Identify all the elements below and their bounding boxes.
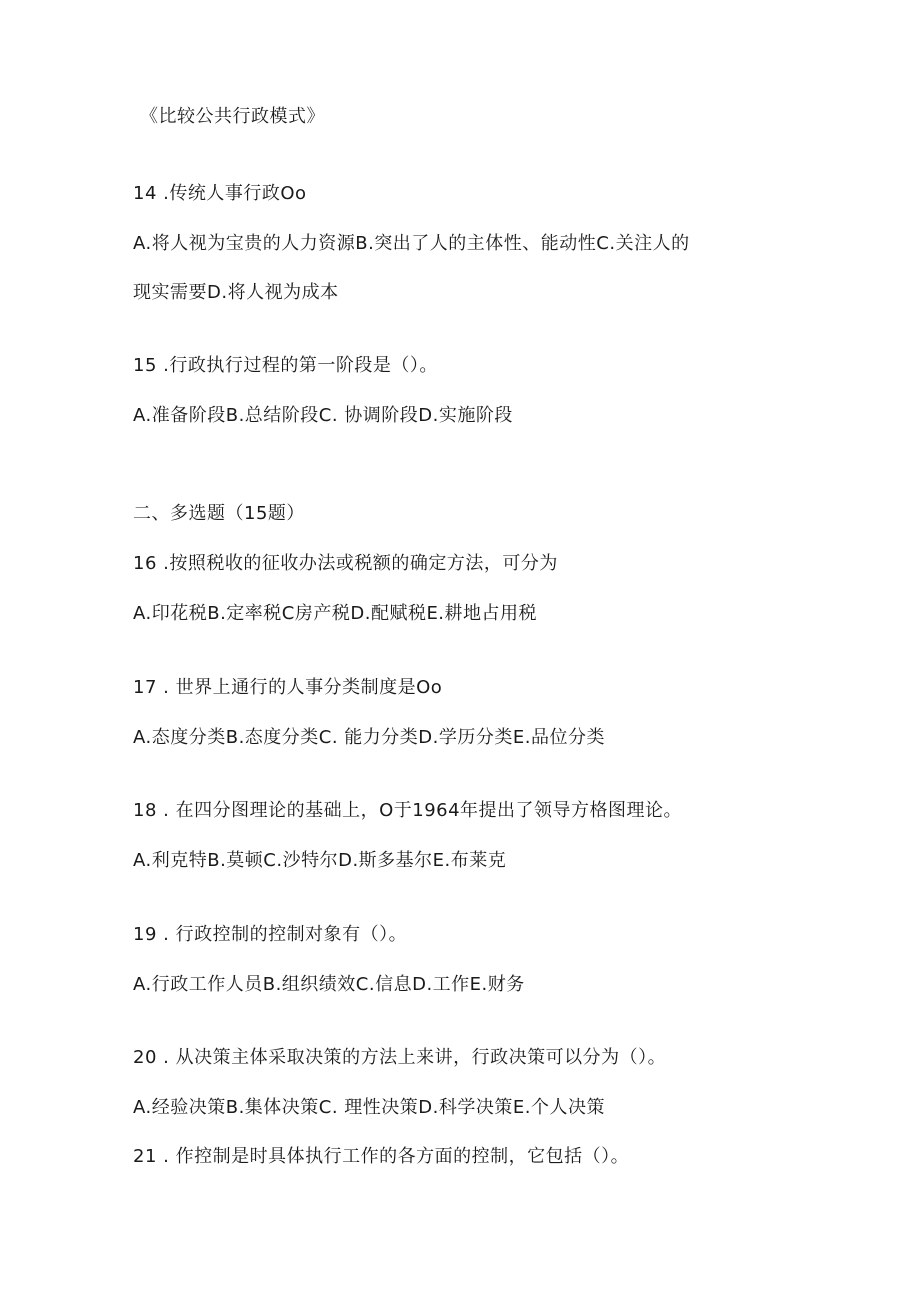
question-19-options: A.行政工作人员B.组织绩效C.信息D.工作E.财务 — [133, 974, 525, 995]
question-20: 20 . 从决策主体采取决策的方法上来讲，行政决策可以分为（）。 — [133, 1047, 667, 1068]
question-14-options-line2: 现实需要D.将人视为成本 — [133, 282, 339, 303]
source-title: 《比较公共行政模式》 — [140, 106, 325, 127]
question-15: 15 .行政执行过程的第一阶段是（）。 — [133, 355, 438, 376]
question-21: 21 . 作控制是时具体执行工作的各方面的控制，它包括（）。 — [133, 1146, 630, 1167]
question-18: 18 . 在四分图理论的基础上，O于1964年提出了领导方格图理论。 — [133, 800, 683, 821]
section-heading: 二、多选题（15题） — [133, 503, 305, 524]
question-17: 17 . 世界上通行的人事分类制度是Oo — [133, 677, 443, 698]
question-14: 14 .传统人事行政Oo — [133, 183, 307, 204]
question-14-options-line1: A.将人视为宝贵的人力资源B.突出了人的主体性、能动性C.关注人的 — [133, 233, 690, 254]
question-16-options: A.印花税B.定率税C房产税D.配赋税E.耕地占用税 — [133, 603, 538, 624]
question-15-options: A.准备阶段B.总结阶段C. 协调阶段D.实施阶段 — [133, 405, 513, 426]
question-18-options: A.利克特B.莫顿C.沙特尔D.斯多基尔E.布莱克 — [133, 850, 507, 871]
question-19: 19 . 行政控制的控制对象有（）。 — [133, 924, 408, 945]
question-20-options: A.经验决策B.集体决策C. 理性决策D.科学决策E.个人决策 — [133, 1097, 605, 1118]
question-16: 16 .按照税收的征收办法或税额的确定方法，可分为 — [133, 553, 558, 574]
question-17-options: A.态度分类B.态度分类C. 能力分类D.学历分类E.品位分类 — [133, 727, 605, 748]
